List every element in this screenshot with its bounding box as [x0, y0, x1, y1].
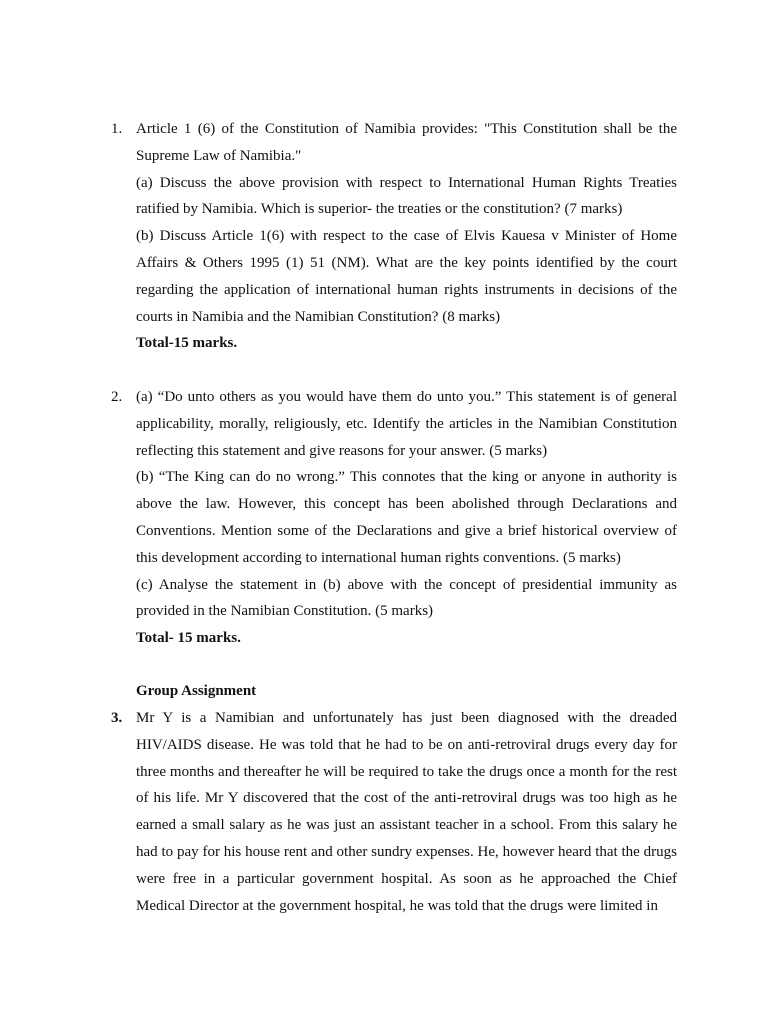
- question-paragraph: Mr Y is a Namibian and unfortunately has just been diagnosed with the dreaded HIV/AIDS disease. He was told that he had to be on anti-retroviral drugs every day for three months and thereafter he will be required to take the drugs once a month for the rest of his life. Mr Y discovered that the cost of the anti-retroviral drugs was too high as he earned a small salary as he was just an assistant teacher in a school. From this salary he had to pay for his house rent and other sundry expenses. He, however heard that the drugs were free in a particular government hospital. As soon as he approached the Chief Medical Director at the government hospital, he was told that the drugs were limited in: [136, 710, 677, 914]
- question-body: [136, 116, 677, 357]
- question-body: [136, 705, 677, 919]
- question-part-c: (c) Analyse the statement in (b) above with the concept of presidential immunity as provided in the Namibian Constitution. (5 marks): [136, 576, 677, 620]
- question-part-b: (b) Discuss Article 1(6) with respect to the case of Elvis Kauesa v Minister of Home Affairs & Others 1995 (1) 51 (NM). What are the key points identified by the court regarding the application of international human rights instruments in decisions of the courts in Namibia and the Namibian Constitution? (8 marks): [136, 228, 677, 325]
- question-number: 2.: [111, 389, 123, 405]
- question-part-b: (b) “The King can do no wrong.” This connotes that the king or anyone in authority is above the law. However, this concept has been abolished through Declarations and Conventions. Mention some of the Declarations and give a brief historical overview of this development according to international human rights conventions. (5 marks): [136, 469, 677, 566]
- question-body: [136, 384, 677, 652]
- question-number: 1.: [111, 121, 123, 137]
- question-part-a: (a) “Do unto others as you would have them do unto you.” This statement is of general applicability, morally, religiously, etc. Identify the articles in the Namibian Constitution reflecting this statement and give reasons for your answer. (5 marks): [136, 389, 677, 459]
- question-2: [111, 384, 677, 652]
- group-assignment-heading: Group Assignment: [136, 683, 257, 699]
- question-number: 3.: [111, 710, 123, 726]
- question-3: [111, 705, 677, 919]
- question-total: Total- 15 marks.: [136, 630, 241, 647]
- question-paragraph: Article 1 (6) of the Constitution of Namibia provides: "This Constitution shall be the Supreme Law of Namibia.": [136, 121, 677, 164]
- question-part-a: (a) Discuss the above provision with respect to International Human Rights Treaties ratified by Namibia. Which is superior- the treaties or the constitution? (7 marks): [136, 174, 677, 218]
- question-total: Total-15 marks.: [136, 335, 238, 352]
- question-1: [111, 116, 677, 357]
